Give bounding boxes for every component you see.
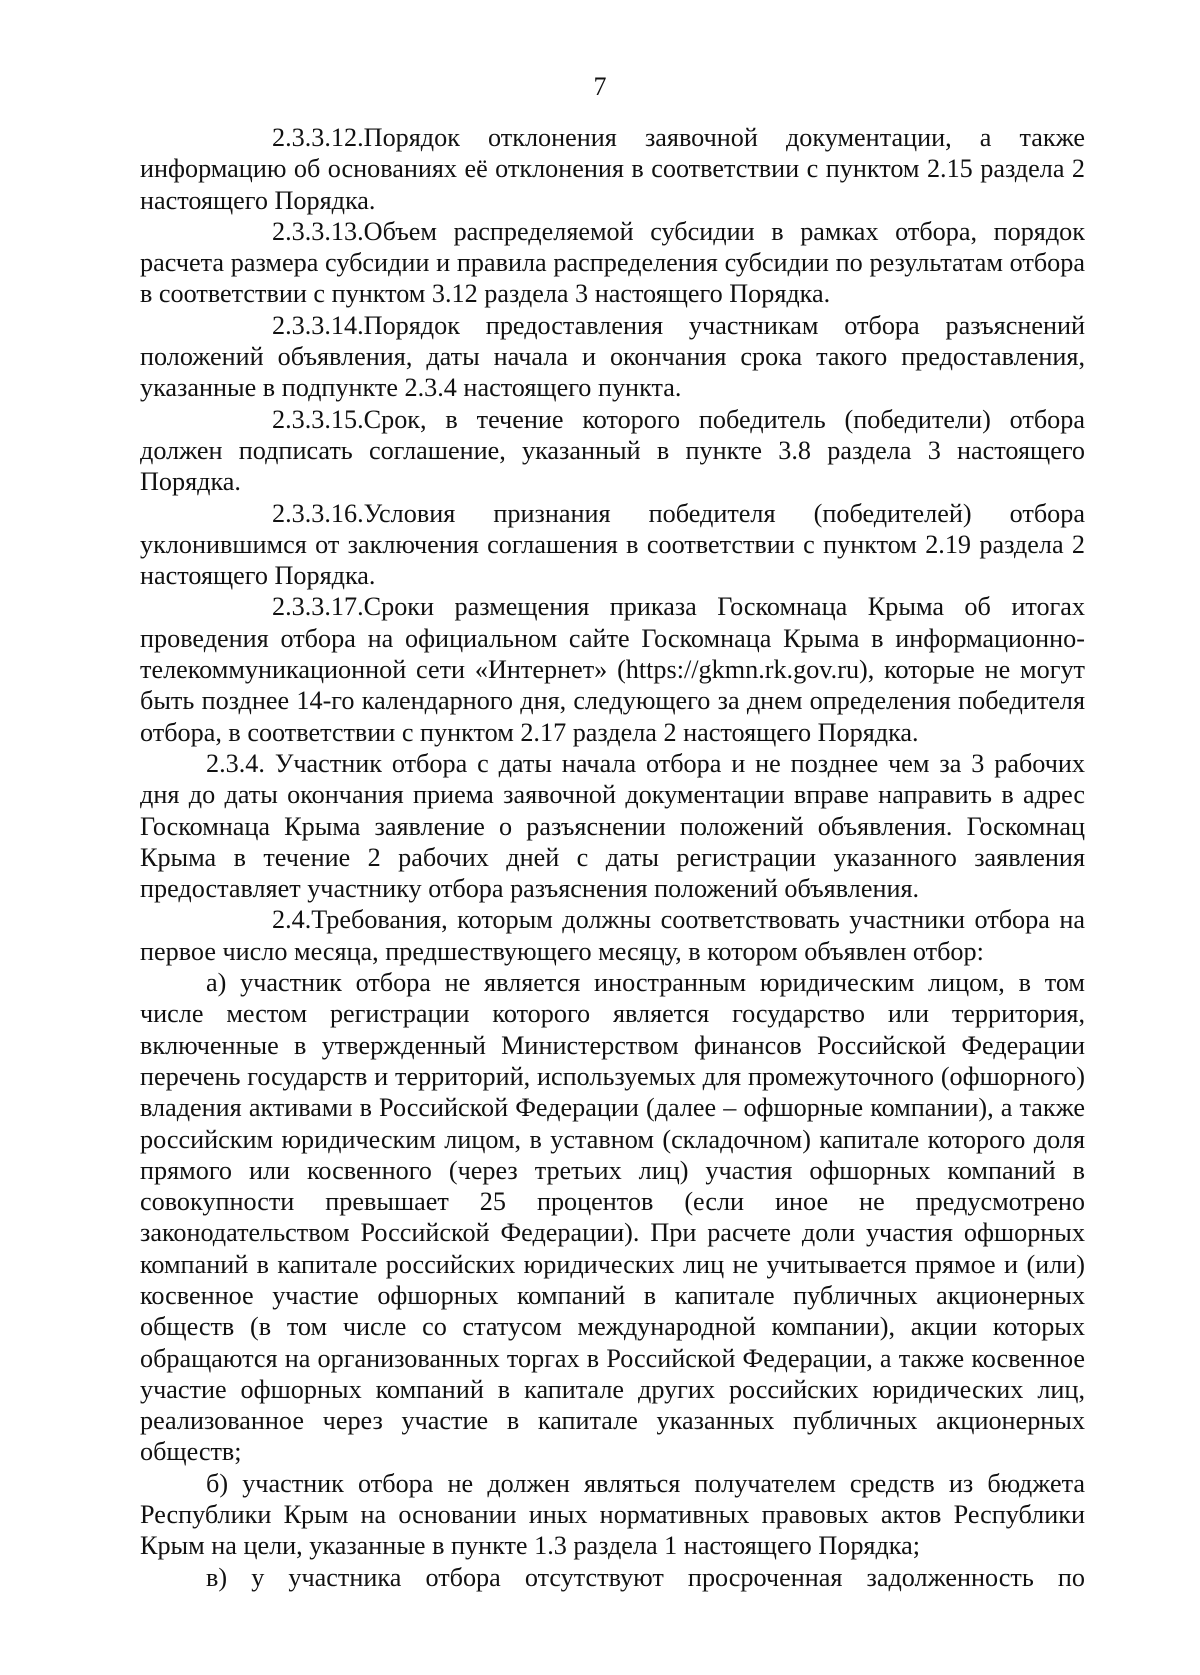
paragraph-2-3-3-15: [140, 404, 1085, 498]
clause-number: 2.3.3.15.: [272, 404, 364, 434]
clause-number: 2.3.3.17.: [272, 592, 364, 622]
paragraph-2-3-3-16: [140, 498, 1085, 592]
paragraph-2-3-3-13: [140, 216, 1085, 310]
clause-text: Объем распределяемой субсидии в рамках отбора, порядок расчета размера субсидии и правила распределения субсидии по результатам отбора в соответствии с пунктом 3.12 раздела 3 настоящего Порядка.: [140, 216, 1085, 309]
clause-text: Порядок отклонения заявочной документации, а также информацию об основаниях её отклонения в соответствии с пунктом 2.15 раздела 2 настоящего Порядка.: [140, 123, 1085, 215]
paragraph-2-3-3-14: [140, 310, 1085, 404]
clause-text: Условия признания победителя (победителей) отбора уклонившимся от заключения соглашения в соответствии с пунктом 2.19 раздела 2 настоящего Порядка.: [140, 498, 1085, 591]
paragraph-2-3-4: 2.3.4. Участник отбора с даты начала отбора и не позднее чем за 3 рабочих дня до даты окончания приема заявочной документации вправе направить в адрес Госкомнаца Крыма заявление о разъяснении положений объявления. Госкомнац Крыма в течение 2 рабочих дней с даты регистрации указанного заявления предоставляет участнику отбора разъяснения положений объявления.: [140, 748, 1085, 904]
clause-text: Сроки размещения приказа Госкомнаца Крыма об итогах проведения отбора на официальном сайте Госкомнаца Крыма в информационно-телекоммуникационной сети «Интернет» (https://gkmn.rk.gov.ru), которые не могут быть позднее 14-го календарного дня, следующего за днем определения победителя отбора, в соответствии с пунктом 2.17 раздела 2 настоящего Порядка.: [140, 592, 1085, 747]
clause-number: 2.3.3.12.: [272, 123, 364, 152]
clause-number: 2.3.3.14.: [272, 310, 364, 340]
document-body: [140, 122, 1085, 1593]
clause-number: 2.3.3.13.: [272, 216, 364, 246]
paragraph-2-4: [140, 904, 1085, 967]
page-number: 7: [593, 72, 607, 101]
clause-number: 2.3.3.16.: [272, 498, 364, 528]
clause-text: Требования, которым должны соответствовать участники отбора на первое число месяца, предшествующего месяцу, в котором объявлен отбор:: [140, 905, 1085, 966]
clause-text: Порядок предоставления участникам отбора разъяснений положений объявления, даты начала и окончания срока такого предоставления, указанные в подпункте 2.3.4 настоящего пункта.: [140, 310, 1085, 403]
paragraph-item-v: в) у участника отбора отсутствуют просроченная задолженность по: [206, 1562, 1085, 1592]
paragraph-item-a: а) участник отбора не является иностранным юридическим лицом, в том числе местом регистрации которого является государство или территория, включенные в утвержденный Министерством финансов Российской Федерации перечень государств и территорий, используемых для промежуточного (офшорного) владения активами в Российской Федерации (далее – офшорные компании), а также российским юридическим лицом, в уставном (складочном) капитале которого доля прямого или косвенного (через третьих лиц) участия офшорных компаний в совокупности превышает 25 процентов (если иное не предусмотрено законодательством Российской Федерации). При расчете доли участия офшорных компаний в капитале российских юридических лиц не учитывается прямое и (или) косвенное участие офшорных компаний в капитале публичных акционерных обществ (в том числе со статусом международной компании), акции которых обращаются на организованных торгах в Российской Федерации, а также косвенное участие офшорных компаний в капитале других российских юридических лиц, реализованное через участие в капитале указанных публичных акционерных обществ;: [140, 968, 1085, 1467]
paragraph-item-b: б) участник отбора не должен являться получателем средств из бюджета Республики Крым на основании иных нормативных правовых актов Республики Крым на цели, указанные в пункте 1.3 раздела 1 настоящего Порядка;: [140, 1468, 1085, 1561]
clause-number: 2.4.: [272, 905, 312, 935]
clause-text: Срок, в течение которого победитель (победители) отбора должен подписать соглашение, указанный в пункте 3.8 раздела 3 настоящего Порядка.: [140, 404, 1085, 497]
paragraph-2-3-3-12: [140, 122, 1085, 216]
paragraph-2-3-3-17: [140, 591, 1085, 747]
